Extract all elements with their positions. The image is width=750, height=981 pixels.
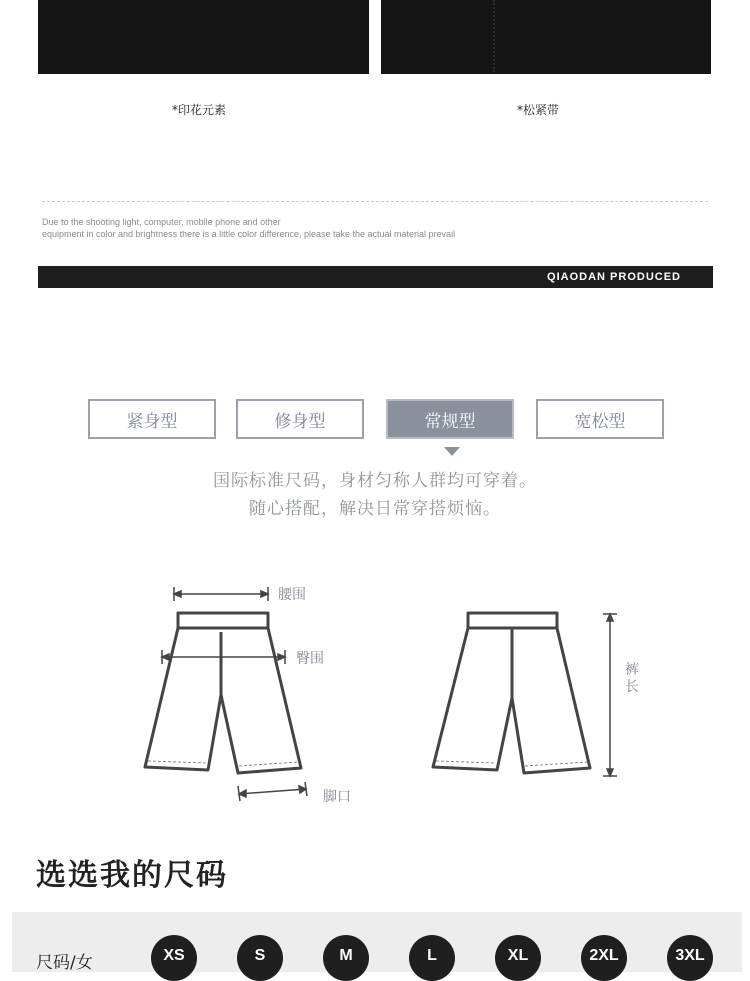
brand-banner xyxy=(38,266,713,288)
size-chip-s[interactable]: S xyxy=(237,935,283,981)
disclaimer-line-1: Due to the shooting light, computer, mobile phone and other xyxy=(42,217,281,227)
shorts-front-outline xyxy=(145,613,301,773)
color-disclaimer xyxy=(42,216,455,240)
waist-label: 腰围 xyxy=(278,587,306,603)
hip-label: 臀围 xyxy=(296,651,324,667)
waistband-detail-caption: *松紧带 xyxy=(517,103,560,117)
size-chip-l[interactable]: L xyxy=(409,935,455,981)
size-chip-3xl[interactable]: 3XL xyxy=(667,935,713,981)
size-chip-xl[interactable]: XL xyxy=(495,935,541,981)
shorts-back-outline xyxy=(433,613,590,773)
selected-pointer-icon xyxy=(444,447,460,456)
size-row-label: 尺码/女 xyxy=(36,953,93,973)
brand-banner-text: QIAODAN PRODUCED xyxy=(547,271,681,283)
size-chip-2xl[interactable]: 2XL xyxy=(581,935,627,981)
size-chip-xs[interactable]: XS xyxy=(151,935,197,981)
length-label: 裤长 xyxy=(625,662,639,695)
fit-loose-button[interactable]: 宽松型 xyxy=(536,399,664,439)
print-detail-caption: *印花元素 xyxy=(172,103,227,117)
fit-tight-button[interactable]: 紧身型 xyxy=(88,399,216,439)
size-chip-m[interactable]: M xyxy=(323,935,369,981)
size-row-background xyxy=(12,912,742,972)
fit-regular-button[interactable]: 常规型 xyxy=(386,399,514,439)
size-section-title: 选选我的尺码 xyxy=(36,858,228,893)
fit-description-line-2: 随心搭配，解决日常穿搭烦恼。 xyxy=(249,499,501,519)
fit-slim-button[interactable]: 修身型 xyxy=(236,399,364,439)
fit-description-line-1: 国际标准尺码，身材匀称人群均可穿着。 xyxy=(213,471,537,491)
print-detail-photo xyxy=(38,0,369,74)
waistband-detail-photo xyxy=(381,0,711,74)
disclaimer-line-2: equipment in color and brightness there is a little color difference, please take the actual material prevail xyxy=(42,229,456,239)
stitch-seam xyxy=(493,0,497,72)
dashed-divider xyxy=(42,201,708,202)
hem-label: 脚口 xyxy=(323,789,351,805)
